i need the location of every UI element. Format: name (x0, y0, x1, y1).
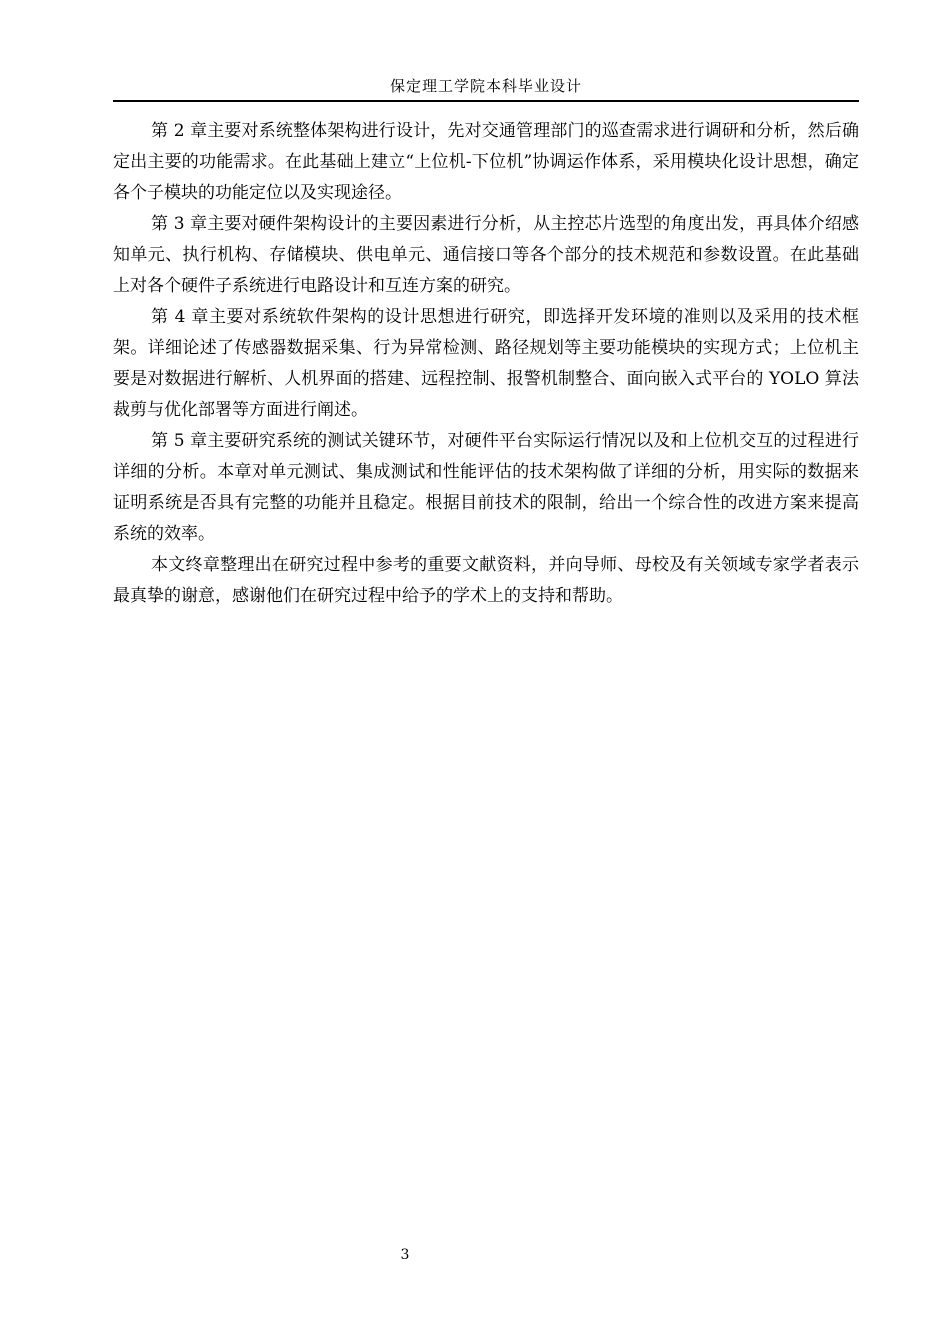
page-header: 保定理工学院本科毕业设计 (389, 77, 582, 95)
paragraph-chapter-2: 第 2 章主要对系统整体架构进行设计，先对交通管理部门的巡查需求进行调研和分析，然后确定出主要的功能需求。在此基础上建立“上位机-下位机”协调运作体系，采用模块化设计思想，确定各个子模块的功能定位以及实现途径。 (113, 121, 859, 203)
page-number: 3 (400, 1247, 410, 1263)
paragraph-closing: 本文终章整理出在研究过程中参考的重要文献资料，并向导师、母校及有关领域专家学者表示最真挚的谢意，感谢他们在研究过程中给予的学术上的支持和帮助。 (113, 555, 859, 606)
paragraph-chapter-3: 第 3 章主要对硬件架构设计的主要因素进行分析，从主控芯片选型的角度出发，再具体介绍感知单元、执行机构、存储模块、供电单元、通信接口等各个部分的技术规范和参数设置。在此基础上对各个硬件子系统进行电路设计和互连方案的研究。 (113, 214, 859, 296)
paragraph-chapter-4: 第 4 章主要对系统软件架构的设计思想进行研究，即选择开发环境的准则以及采用的技术框架。详细论述了传感器数据采集、行为异常检测、路径规划等主要功能模块的实现方式；上位机主要是对数据进行解析、人机界面的搭建、远程控制、报警机制整合、面向嵌入式平台的 YOLO 算法裁剪与优化部署等方面进行阐述。 (113, 307, 859, 420)
body-text (113, 116, 859, 612)
header-divider (113, 100, 859, 102)
paragraph-chapter-5: 第 5 章主要研究系统的测试关键环节，对硬件平台实际运行情况以及和上位机交互的过程进行详细的分析。本章对单元测试、集成测试和性能评估的技术架构做了详细的分析，用实际的数据来证明系统是否具有完整的功能并且稳定。根据目前技术的限制，给出一个综合性的改进方案来提高系统的效率。 (113, 431, 859, 544)
